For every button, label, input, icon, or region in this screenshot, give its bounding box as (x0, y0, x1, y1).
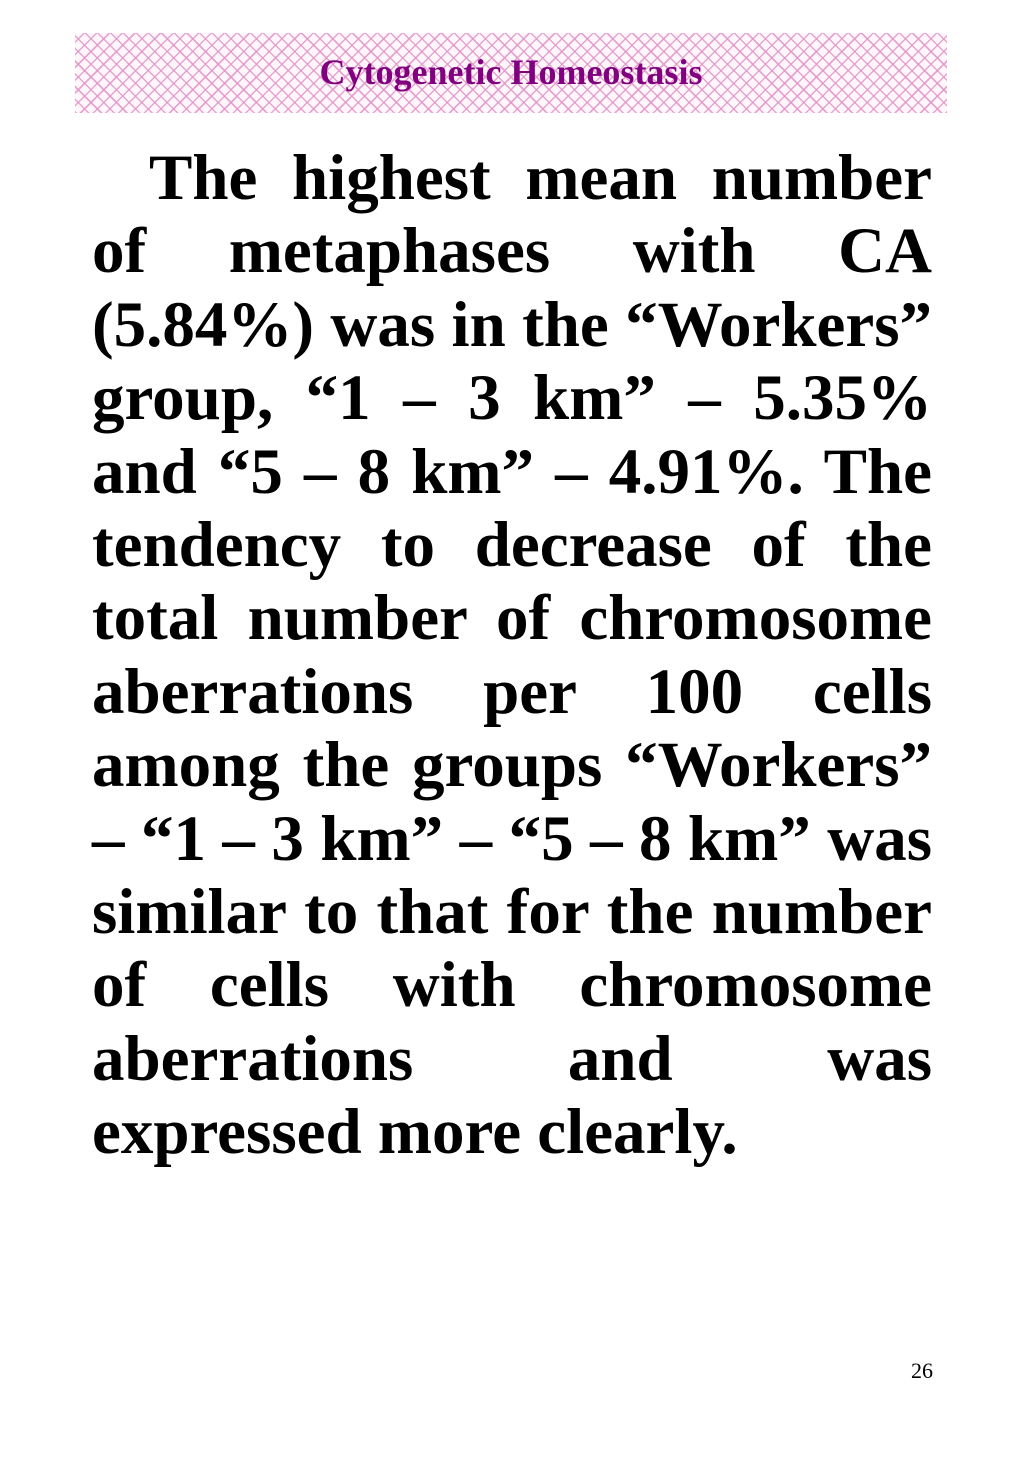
title-banner (75, 33, 947, 113)
page-number: 26 (911, 1358, 933, 1383)
slide-title: Cytogenetic Homeostasis (319, 52, 703, 92)
body-paragraph: The highest mean number of metaphases with CA (5.84%) was in the “Workers” group, “1 – 3 km” – 5.35% and “5 – 8 km” – 4.91%. The tendency to decrease of the total number of chromosome aberrations per 100 cells among the groups “Workers” – “1 – 3 km” – “5 – 8 km” was similar to that for the number of cells with chromosome aberrations and was expressed more clearly. (92, 142, 932, 1169)
